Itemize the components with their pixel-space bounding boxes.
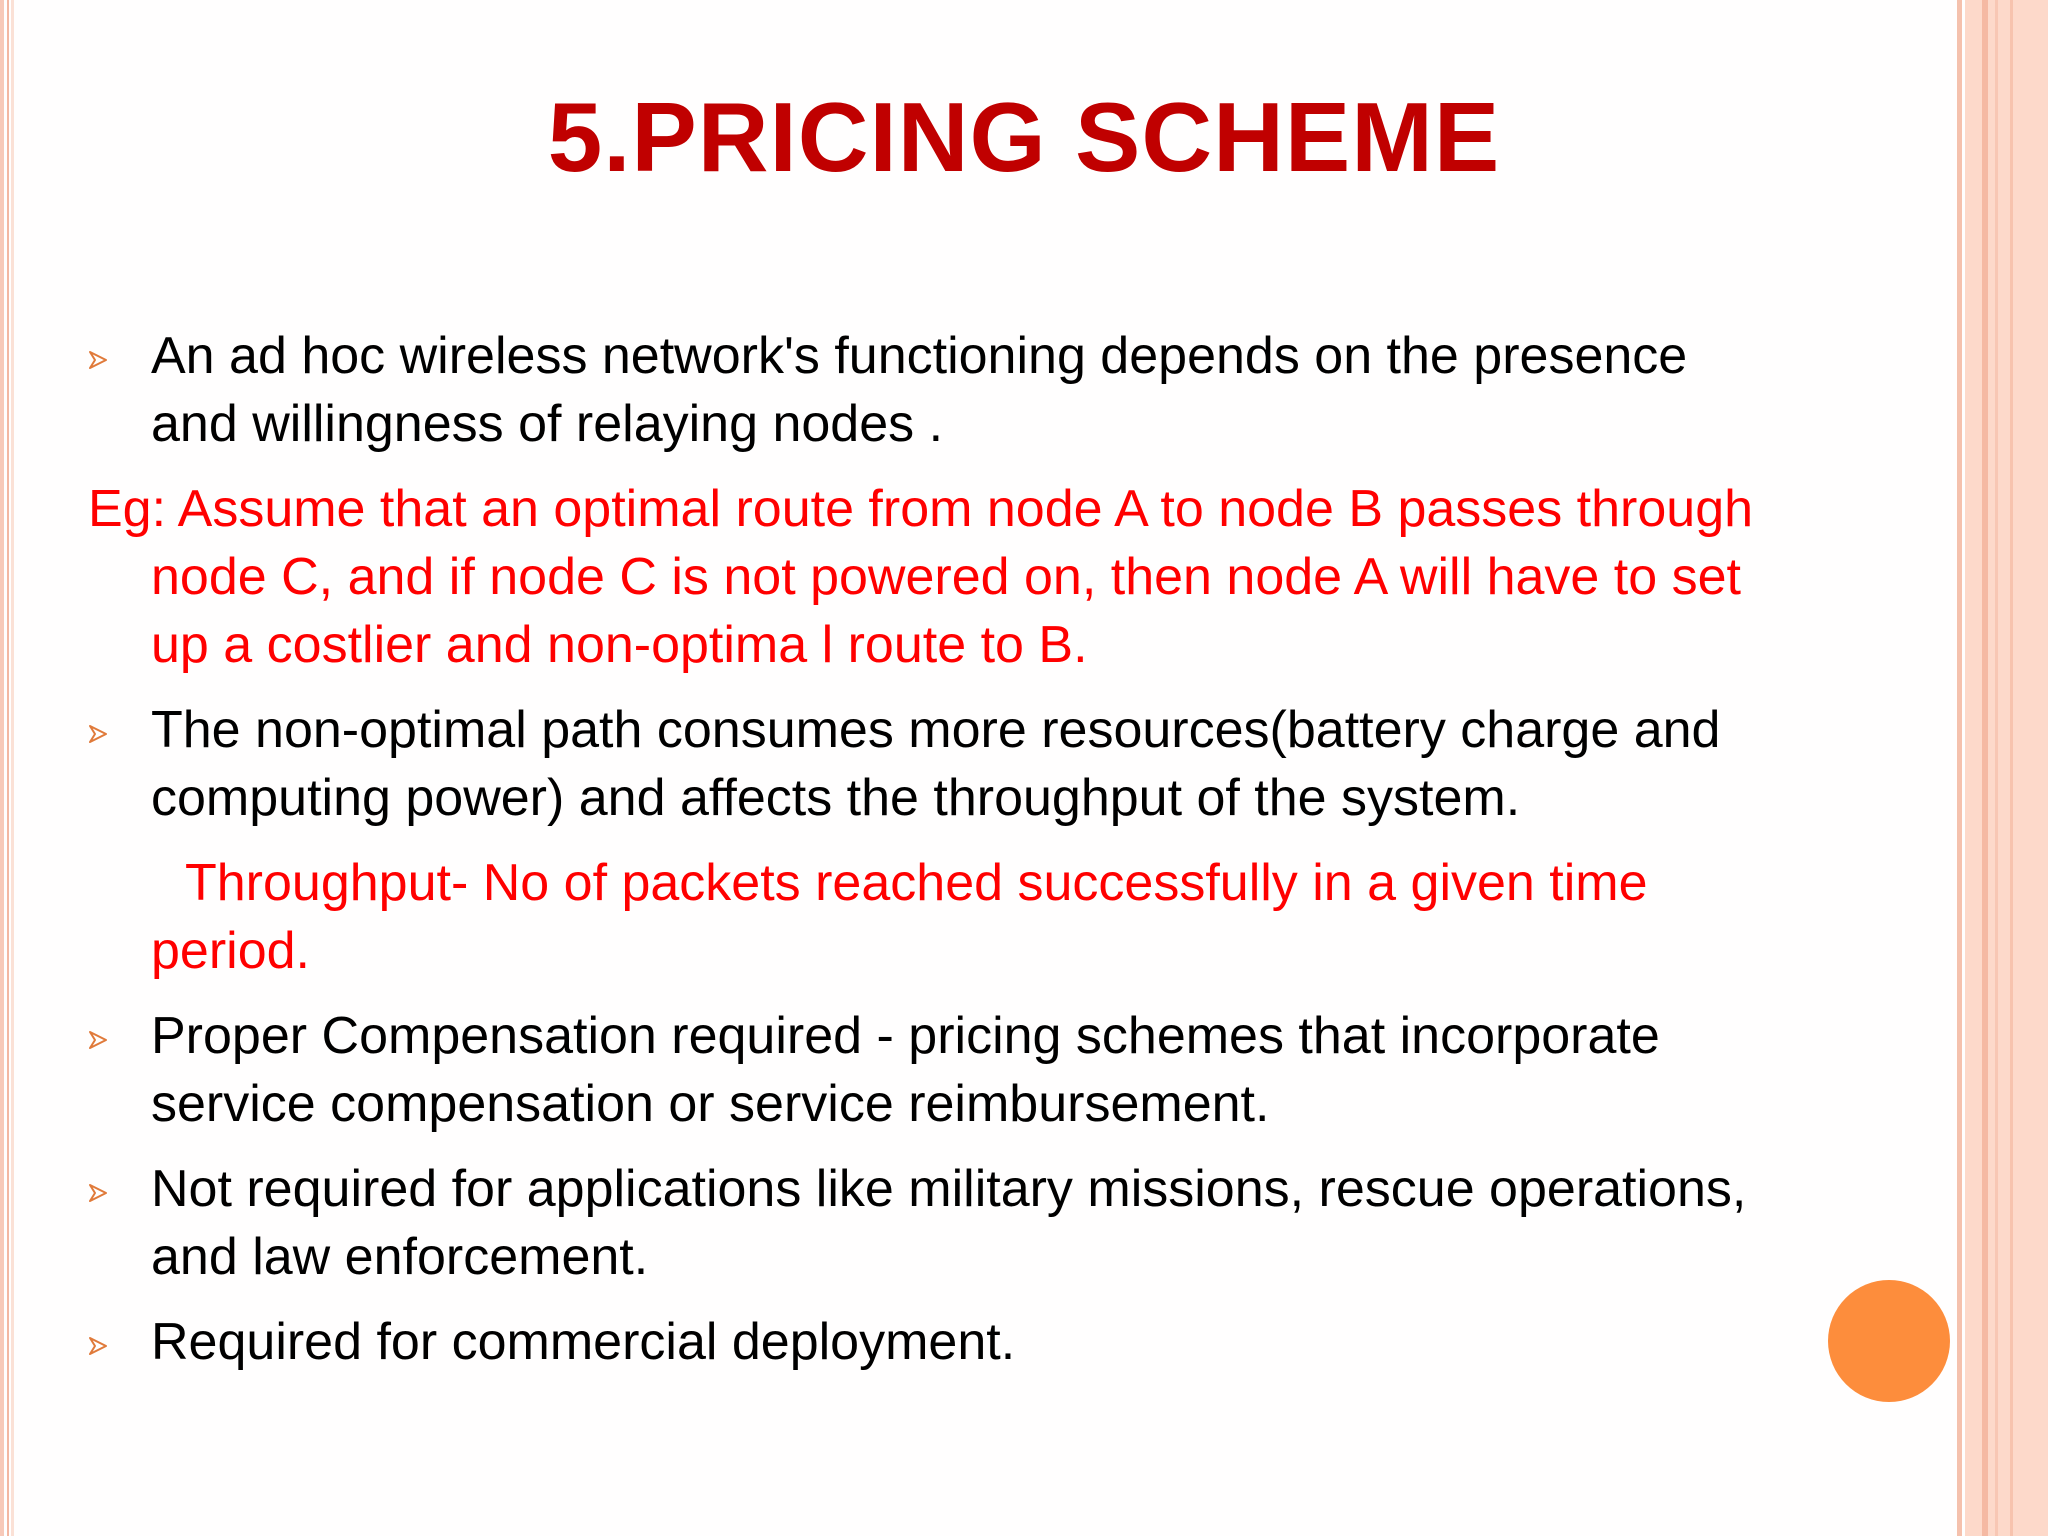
arrowhead-bullet-icon bbox=[88, 350, 108, 370]
bullet-line: computing power) and affects the throughput of the system. bbox=[151, 769, 1521, 827]
bullet-line: Not required for applications like military missions, rescue operations, bbox=[151, 1160, 1747, 1218]
example-line: node C, and if node C is not powered on, then node A will have to set bbox=[151, 548, 1741, 606]
bullet-line: and law enforcement. bbox=[151, 1228, 649, 1286]
left-border-stripe bbox=[11, 0, 14, 1536]
bullet-line: Required for commercial deployment. bbox=[151, 1313, 1016, 1371]
right-border-line bbox=[1957, 0, 1962, 1536]
decorative-orange-circle bbox=[1828, 1280, 1950, 1402]
example-item bbox=[88, 475, 1928, 679]
example-line: up a costlier and non-optima l route to B. bbox=[151, 616, 1088, 674]
bullet-item bbox=[88, 1308, 1928, 1376]
bullet-item bbox=[88, 1002, 1928, 1138]
arrowhead-bullet-icon bbox=[88, 1336, 108, 1356]
bullet-item bbox=[88, 1155, 1928, 1291]
arrowhead-bullet-icon bbox=[88, 724, 108, 744]
arrowhead-bullet-icon bbox=[88, 1030, 108, 1050]
slide-body bbox=[88, 322, 1928, 1393]
slide-title: 5.PRICING SCHEME bbox=[547, 82, 1501, 192]
bullet-line: The non-optimal path consumes more resources(battery charge and bbox=[151, 701, 1721, 759]
arrowhead-bullet-icon bbox=[88, 1183, 108, 1203]
bullet-item bbox=[88, 696, 1928, 832]
right-border-line bbox=[2010, 0, 2013, 1536]
right-border-band bbox=[1965, 0, 2048, 1536]
note-line: Throughput- No of packets reached successfully in a given time bbox=[185, 854, 1648, 912]
bullet-item bbox=[88, 322, 1928, 458]
bullet-line: service compensation or service reimbursement. bbox=[151, 1075, 1270, 1133]
left-border-stripe bbox=[0, 0, 4, 1536]
right-border-line bbox=[1995, 0, 1998, 1536]
bullet-line: Proper Compensation required - pricing schemes that incorporate bbox=[151, 1007, 1660, 1065]
example-line: Eg: Assume that an optimal route from node A to node B passes through bbox=[88, 480, 1754, 538]
left-border-stripe bbox=[7, 0, 9, 1536]
bullet-line: and willingness of relaying nodes . bbox=[151, 395, 944, 453]
right-border-line bbox=[1982, 0, 1988, 1536]
bullet-line: An ad hoc wireless network's functioning depends on the presence bbox=[151, 327, 1688, 385]
note-item bbox=[88, 849, 1928, 985]
note-line: period. bbox=[151, 922, 310, 980]
